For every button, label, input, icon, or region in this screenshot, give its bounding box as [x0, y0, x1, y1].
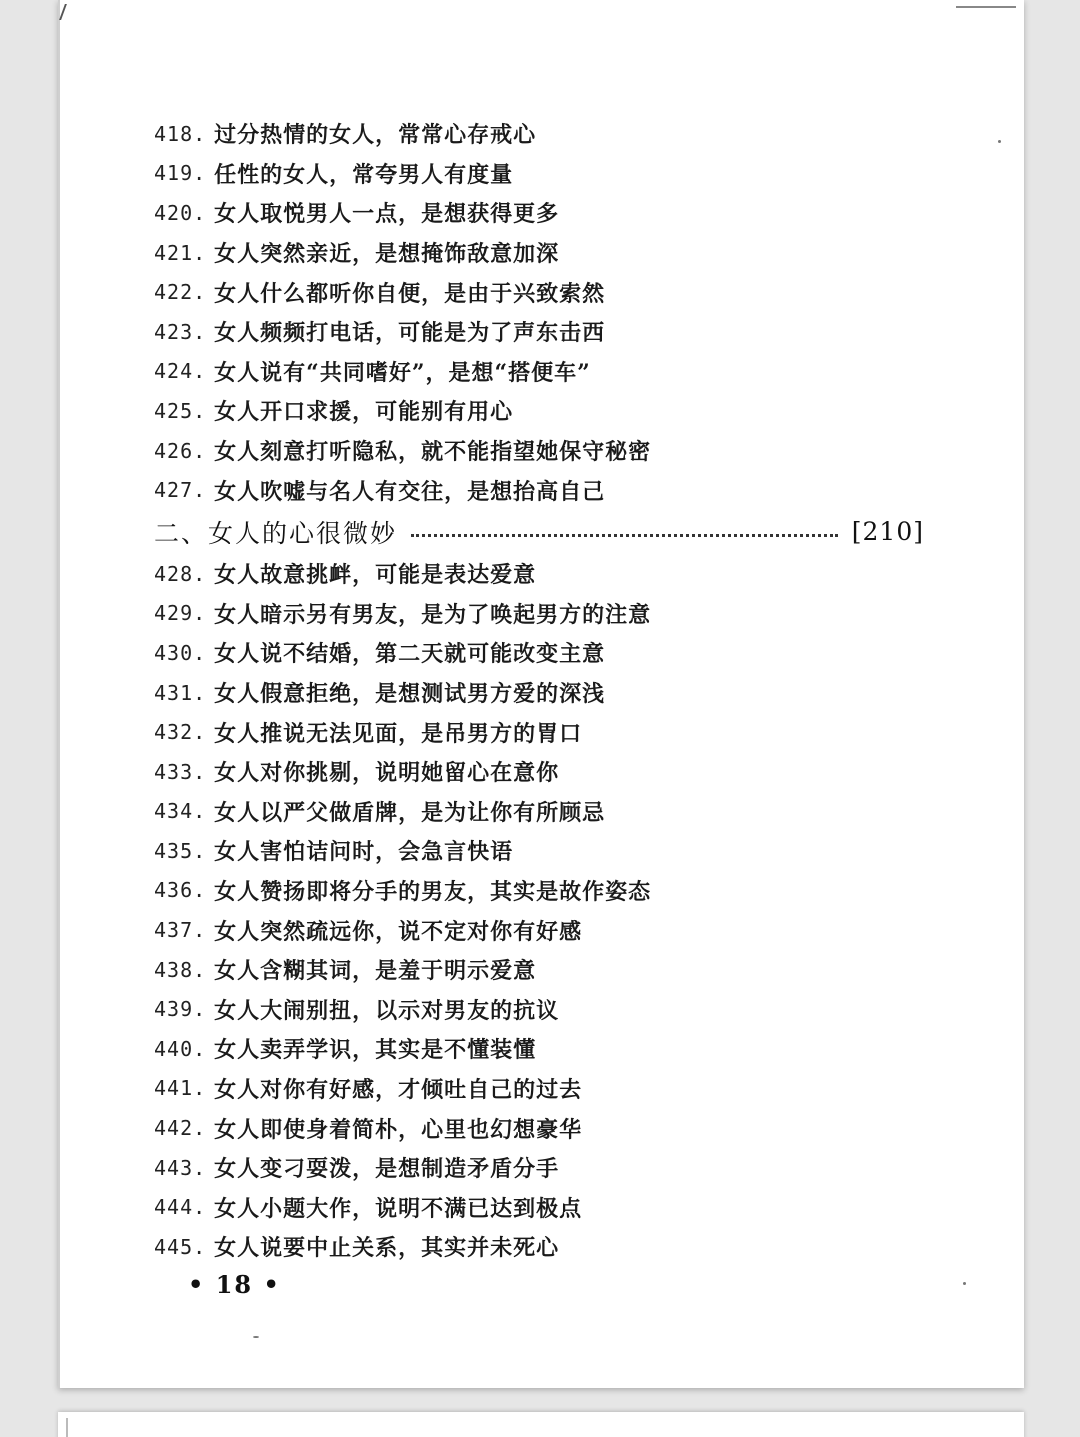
page-number: • 18 • [188, 1270, 281, 1299]
entry-text: 女人故意挑衅，可能是表达爱意 [214, 562, 537, 589]
list-item [154, 272, 924, 312]
entry-number: 439. [154, 997, 207, 1022]
entry-text: 女人害怕诘问时，会急言快语 [214, 839, 514, 866]
entry-text: 女人卖弄学识，其实是不懂装懂 [214, 1037, 537, 1064]
list-item [154, 470, 924, 510]
entry-number: 433. [154, 759, 207, 784]
entry-number: 436. [154, 878, 207, 903]
entry-number: 432. [154, 720, 207, 745]
entry-text: 女人对你挑剔，说明她留心在意你 [214, 760, 560, 787]
entry-text: 女人以严父做盾牌，是为让你有所顾忌 [214, 799, 606, 826]
corner-scan-mark [59, 4, 77, 20]
dot-leader [411, 534, 838, 537]
entry-text: 女人刻意打听隐私，就不能指望她保守秘密 [214, 439, 652, 466]
entry-number: 422. [154, 280, 207, 305]
list-item [154, 154, 924, 194]
entry-number: 423. [154, 319, 207, 344]
entry-text: 女人突然疏远你，说不定对你有好感 [214, 918, 583, 945]
entry-text: 女人吹嘘与名人有交往，是想抬高自己 [214, 478, 606, 505]
entry-number: 427. [154, 478, 207, 503]
list-item [154, 950, 924, 990]
entry-text: 女人推说无法见面，是吊男方的胃口 [214, 720, 583, 747]
entry-number: 437. [154, 918, 207, 943]
entry-text: 女人含糊其词，是羞于明示爱意 [214, 958, 537, 985]
next-page-edge [66, 1418, 68, 1437]
list-item [154, 1069, 924, 1109]
entry-text: 女人频频打电话，可能是为了声东击西 [214, 320, 606, 347]
list-item [154, 114, 924, 154]
entry-number: 441. [154, 1076, 207, 1101]
list-item [154, 1108, 924, 1148]
entry-number: 444. [154, 1195, 207, 1220]
entry-text: 女人即使身着简朴，心里也幻想豪华 [214, 1116, 583, 1143]
list-item [154, 712, 924, 752]
scanned-page [58, 0, 1024, 1388]
entry-number: 431. [154, 680, 207, 705]
entry-text: 女人暗示另有男友，是为了唤起男方的注意 [214, 601, 652, 628]
table-of-contents [154, 114, 924, 1267]
list-item [154, 792, 924, 832]
entry-text: 女人大闹别扭，以示对男友的抗议 [214, 997, 560, 1024]
entry-number: 428. [154, 561, 207, 586]
list-item [154, 752, 924, 792]
top-scan-mark [956, 6, 1016, 8]
list-item [154, 1148, 924, 1188]
list-item [154, 831, 924, 871]
entry-text: 女人开口求援，可能别有用心 [214, 399, 514, 426]
scan-speck [998, 140, 1001, 143]
list-item [154, 633, 924, 673]
section-page-ref: [210] [851, 517, 924, 547]
entry-number: 438. [154, 957, 207, 982]
entry-text: 女人赞扬即将分手的男友，其实是故作姿态 [214, 878, 652, 905]
entry-number: 435. [154, 838, 207, 863]
entry-text: 女人小题大作，说明不满已达到极点 [214, 1195, 583, 1222]
list-item [154, 1187, 924, 1227]
scan-speck [253, 1336, 259, 1338]
list-item [154, 910, 924, 950]
list-item [154, 554, 924, 594]
entry-text: 女人变刁耍泼，是想制造矛盾分手 [214, 1156, 560, 1183]
entry-number: 426. [154, 438, 207, 463]
entry-number: 421. [154, 240, 207, 265]
entry-number: 430. [154, 640, 207, 665]
next-page-preview [58, 1412, 1024, 1437]
entry-text: 女人说要中止关系，其实并未死心 [214, 1235, 560, 1262]
list-item [154, 431, 924, 471]
list-item [154, 312, 924, 352]
entry-text: 女人什么都听你自便，是由于兴致索然 [214, 280, 606, 307]
entry-number: 429. [154, 601, 207, 626]
list-item [154, 594, 924, 634]
list-item [154, 673, 924, 713]
entry-number: 418. [154, 121, 207, 146]
entry-text: 女人说有“共同嗜好”，是想“搭便车” [214, 359, 591, 386]
entry-text: 女人对你有好感，才倾吐自己的过去 [214, 1076, 583, 1103]
entry-text: 女人取悦男人一点，是想获得更多 [214, 201, 560, 228]
entry-number: 420. [154, 200, 207, 225]
page-edge [58, 0, 60, 1388]
list-item [154, 871, 924, 911]
list-item [154, 391, 924, 431]
list-item [154, 1029, 924, 1069]
entry-number: 440. [154, 1036, 207, 1061]
entry-text: 女人假意拒绝，是想测试男方爱的深浅 [214, 681, 606, 708]
list-item [154, 352, 924, 392]
section-heading [154, 510, 924, 554]
entry-number: 445. [154, 1234, 207, 1259]
entry-text: 女人说不结婚，第二天就可能改变主意 [214, 641, 606, 668]
entry-text: 任性的女人，常夸男人有度量 [214, 161, 514, 188]
entry-number: 434. [154, 799, 207, 824]
list-item [154, 193, 924, 233]
entry-text: 过分热情的女人，常常心存戒心 [214, 122, 537, 149]
section-title: 二、女人的心很微妙 [154, 518, 398, 548]
entry-number: 443. [154, 1155, 207, 1180]
entry-number: 419. [154, 161, 207, 186]
entry-number: 424. [154, 359, 207, 384]
list-item [154, 1227, 924, 1267]
list-item [154, 233, 924, 273]
entry-number: 442. [154, 1116, 207, 1141]
list-item [154, 989, 924, 1029]
scan-speck [963, 1282, 966, 1285]
entry-text: 女人突然亲近，是想掩饰敌意加深 [214, 241, 560, 268]
entry-number: 425. [154, 398, 207, 423]
